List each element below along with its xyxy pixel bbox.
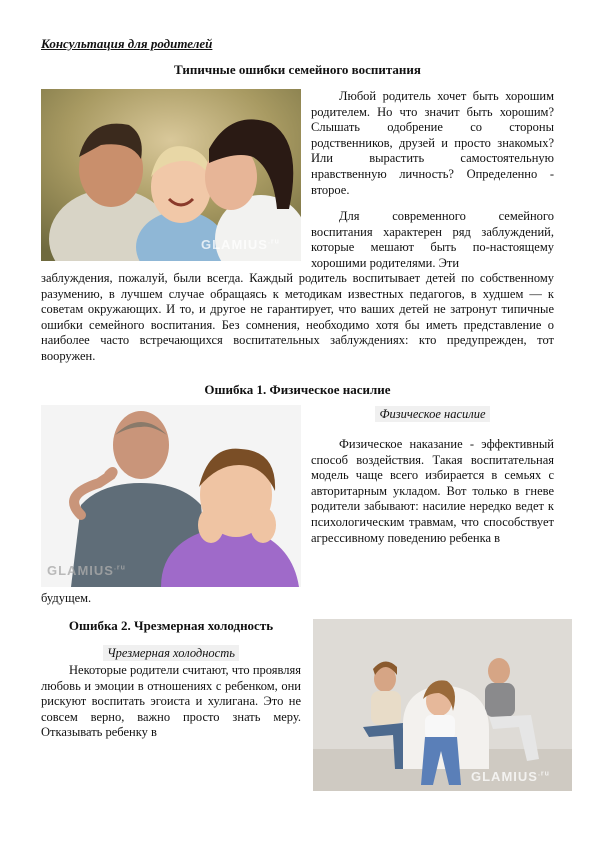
cold-family-photo — [313, 619, 572, 791]
error1-heading: Ошибка 1. Физическое насилие — [204, 382, 391, 397]
intro-paragraph-2-start: Для современного семейного воспитания характерен ряд заблуждений, которые мешают быть по-настоящему хорошими родителями. Эти — [311, 209, 554, 270]
family-photo — [41, 89, 301, 261]
intro-paragraph-1: Любой родитель хочет быть хорошим родителем. Но что значит быть хорошим? Слышать одобрение со стороны родственников, друзей и просто знакомых? Или вырастить самостоятельную нравственную личность? Определенно - второе. — [311, 89, 554, 197]
watermark-text: GLAMIUS — [471, 769, 538, 784]
error1-tag: Физическое насилие — [375, 406, 489, 422]
error2-tag-wrap — [41, 644, 301, 662]
watermark-tld: .ru — [267, 238, 280, 246]
error2-text: Некоторые родители считают, что проявляя любовь и эмоции в отношениях с ребенком, они рискуют воспитать эгоиста и хулигана. Это не совсем верно, важно просто знать меру. Отказывать ребенку в — [41, 663, 301, 740]
intro-paragraph-2-rest: заблуждения, пожалуй, были всегда. Каждый родитель воспитывает детей по собственному разумению, в лучшем случае обращаясь к методикам известных педагогов, в худшем — к советам окружающих. И то, и другое не гарантирует, что ваших детей не затронут типичные ошибки семейного воспитания. Без сомнения, необходимо хотя бы иметь представление о наиболее часто встречающихся воспитательных заблуждениях: кто предупрежден, тот вооружен. — [41, 271, 554, 363]
error1-tag-wrap — [311, 405, 554, 423]
watermark-tld: .ru — [113, 564, 126, 572]
watermark-text: GLAMIUS — [201, 237, 268, 252]
watermark-text: GLAMIUS — [47, 563, 114, 578]
error2-heading: Ошибка 2. Чрезмерная холодность — [68, 618, 274, 633]
error1-text-end: будущем. — [41, 591, 92, 605]
punishment-photo — [41, 405, 301, 587]
watermark-tld: .ru — [537, 770, 550, 778]
consultation-label: Консультация для родителей — [41, 36, 213, 51]
error2-tag: Чрезмерная холодность — [103, 645, 239, 661]
error1-text: Физическое наказание - эффективный способ воздействия. Такая воспитательная модель чаще всего избирается в семьях с авторитарным укладом. Вот только в гневе родители забывают: насилие нередко ведет к психологическим травмам, что способствует агрессивному поведению ребенка в — [311, 437, 554, 545]
page-title: Типичные ошибки семейного воспитания — [174, 62, 421, 77]
